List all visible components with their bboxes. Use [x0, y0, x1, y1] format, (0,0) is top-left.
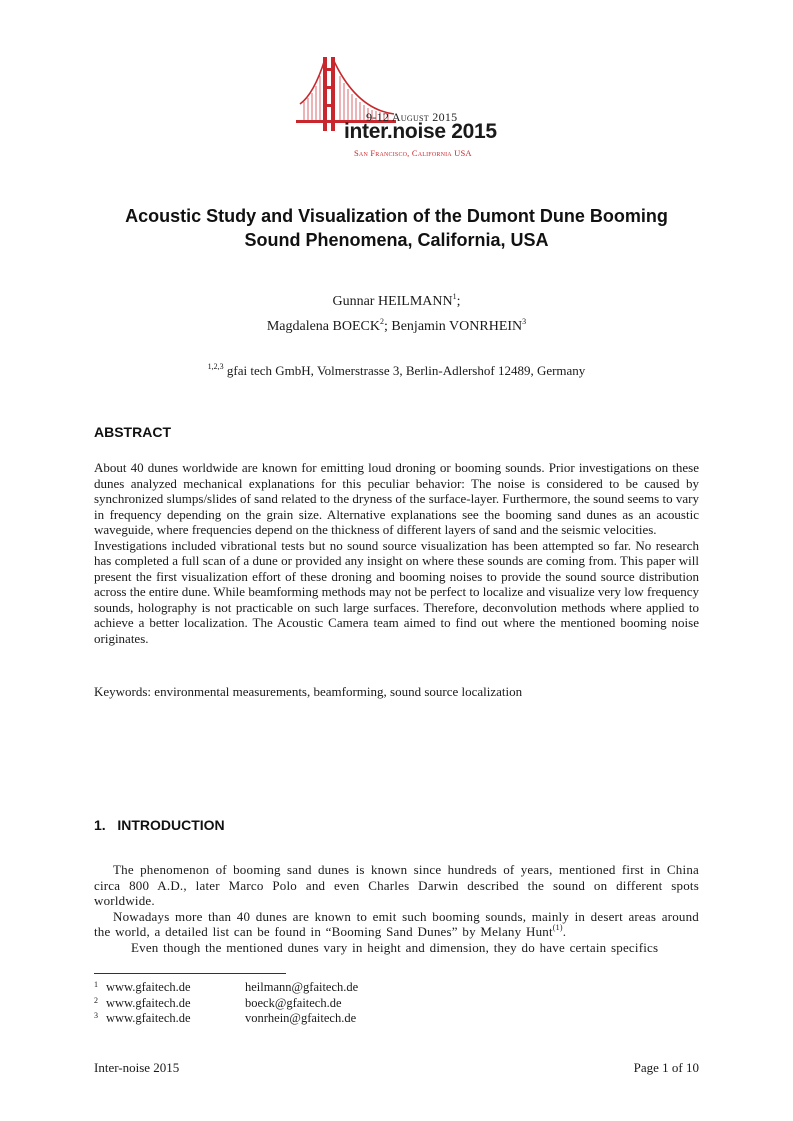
- author-sup: 1: [452, 292, 457, 301]
- footnote: [94, 980, 358, 996]
- affiliation-sup: 1,2,3: [207, 362, 224, 371]
- abstract-body: [94, 460, 699, 646]
- footnote-website[interactable]: www.gfaitech.de: [106, 995, 191, 1010]
- intro-paragraph-1: The phenomenon of booming sand dunes is known since hundreds of years, mentioned first in China circa 800 A.D., later Marco Polo and even Charles Darwin described the sound on different spots worldwide.: [94, 862, 699, 908]
- footnotes: [94, 980, 358, 1027]
- footnote-email[interactable]: heilmann@gfaitech.de: [245, 980, 359, 994]
- footnote: [94, 1011, 358, 1027]
- footer-conference: Inter-noise 2015: [94, 1060, 180, 1075]
- author-sup: 3: [522, 317, 527, 326]
- footnote-number: 1: [94, 980, 98, 989]
- author-separator: ;: [383, 319, 392, 334]
- author-name: Magdalena BOECK: [266, 319, 380, 334]
- logo-date: 9-12 August 2015: [366, 110, 458, 124]
- footer-page-number: Page 1 of 10: [633, 1060, 699, 1075]
- footnote-number: 2: [94, 995, 98, 1005]
- footnote-website[interactable]: www.gfaitech.de: [106, 1011, 191, 1025]
- intro-paragraph-2-text: Nowadays more than 40 dunes are known to emit such booming sounds, mainly in desert areas around the world, a detailed list can be found in “Booming Sand Dunes” by Melany Hunt: [94, 908, 699, 939]
- author-name: Benjamin VONRHEIN: [391, 319, 523, 334]
- title-line-1: Acoustic Study and Visualization of the Dumont Dune Booming: [125, 206, 668, 226]
- intro-paragraph-2-end: .: [562, 924, 567, 939]
- citation-reference: (1): [552, 923, 563, 932]
- conference-logo: [296, 54, 506, 164]
- logo-conference-name: inter.noise 2015: [344, 120, 497, 143]
- footnote-email[interactable]: vonrhein@gfaitech.de: [245, 1011, 357, 1025]
- author-name: Gunnar HEILMANN: [332, 294, 453, 309]
- abstract-paragraph-2: Investigations included vibrational tests but no sound source visualization has been attempted so far. No research has completed a full scan of a dune or provided any insight on where these sounds are coming from. This paper will present the first visualization effort of these droning and booming noises to provide the sound source distribution across the entire dune. While beamforming methods may not be perfect to localize and visualize very low frequency sounds, holography is not practicable on such large surfaces. Therefore, deconvolution methods where applied to achieve a better localization. The Acoustic Camera team aimed to find out where the mentioned booming noise originates.: [94, 537, 699, 646]
- footnote-separator: [94, 973, 286, 974]
- author-list: [80, 289, 713, 339]
- logo-location: San Francisco, California USA: [354, 148, 472, 158]
- keywords: Keywords: environmental measurements, beamforming, sound source localization: [94, 684, 523, 699]
- footnote-website[interactable]: www.gfaitech.de: [106, 980, 191, 994]
- author-sup: 2: [379, 317, 384, 326]
- author-separator: ;: [456, 294, 461, 309]
- affiliation-text: gfai tech GmbH, Volmerstrasse 3, Berlin-Adlershof 12489, Germany: [226, 363, 586, 378]
- footnote-email[interactable]: boeck@gfaitech.de: [245, 995, 342, 1010]
- footnote: [94, 996, 358, 1012]
- paper-title: [80, 204, 713, 252]
- author-line-1: [80, 289, 713, 314]
- intro-paragraph-3: Even though the mentioned dunes vary in height and dimension, they do have certain specifics: [131, 939, 659, 955]
- intro-paragraph-2: [94, 909, 699, 940]
- affiliation: [80, 363, 713, 379]
- abstract-paragraph-1: About 40 dunes worldwide are known for emitting loud droning or booming sounds. Prior investigations on these dunes analyzed mechanical explanations for this peculiar behavior: The noise is considered to be caused by synchronized slumps/slides of sand related to the dryness of the surface-layer. Furthermore, the sound seems to vary in frequency depending on the grain size. Alternative explanations see the booming sand dunes as an acoustic waveguide, where frequencies depend on the thickness of different layers of sand and the seismic velocities.: [94, 460, 699, 537]
- section-heading-introduction: 1. INTRODUCTION: [94, 817, 225, 833]
- abstract-heading: ABSTRACT: [94, 424, 171, 440]
- footnote-number: 3: [94, 1011, 98, 1020]
- title-line-2: Sound Phenomena, California, USA: [244, 230, 549, 250]
- author-line-2: [80, 314, 713, 339]
- introduction-body: [94, 862, 699, 955]
